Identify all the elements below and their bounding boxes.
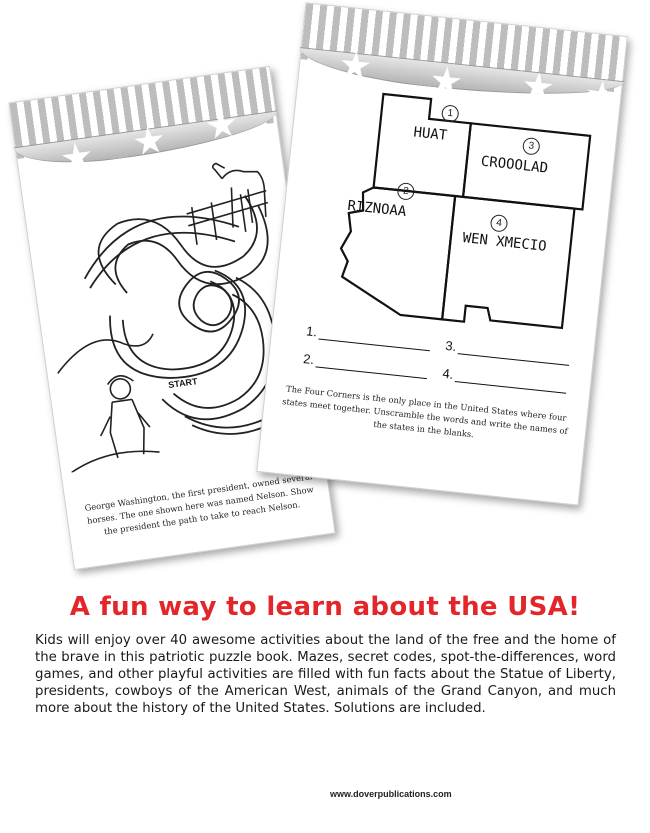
state-number-2: 2 [397, 182, 416, 201]
state-new-mexico-scrambled: WEN XMECIO [461, 230, 548, 255]
maze-caption: George Washington, the first president, owned several horses. The one shown here was named Nelson. Show the president the path to take to reach Nelson. [83, 471, 315, 537]
four-corners-page [256, 2, 628, 505]
answer-blank-2[interactable]: 2. [303, 351, 429, 379]
answer-blank-1[interactable]: 1. [305, 323, 431, 351]
state-arizona-scrambled: RIZNOAA [346, 197, 408, 220]
publisher-url[interactable]: www.doverpublications.com [330, 789, 452, 799]
headline: A fun way to learn about the USA! [69, 592, 581, 622]
george-washington-figure [54, 333, 171, 472]
state-colorado-scrambled: CROOOLAD [480, 153, 549, 177]
state-number-3: 3 [522, 137, 541, 156]
book-description: Kids will enjoy over 40 awesome activities about the land of the free and the home of the brave in this patriotic puzzle book. Mazes, secret codes, spot-the-differences, word games, and other playful activities are filled with fun facts about the Statue of Liberty, presidents, cowboys of the American West, animals of the Grand Canyon, and much more about the history of the United States. Solutions are included. [35, 633, 616, 716]
state-number-4: 4 [490, 214, 509, 233]
state-number-1: 1 [441, 104, 460, 123]
answer-blank-4[interactable]: 4. [442, 366, 568, 394]
four-corners-caption: The Four Corners is the only place in the United States where four states meet together. Unscramble the words and write the names of the states in the blanks. [281, 383, 569, 440]
state-utah-scrambled: HUAT [412, 124, 448, 144]
start-label: START [167, 376, 199, 391]
answer-blank-3[interactable]: 3. [445, 338, 571, 366]
